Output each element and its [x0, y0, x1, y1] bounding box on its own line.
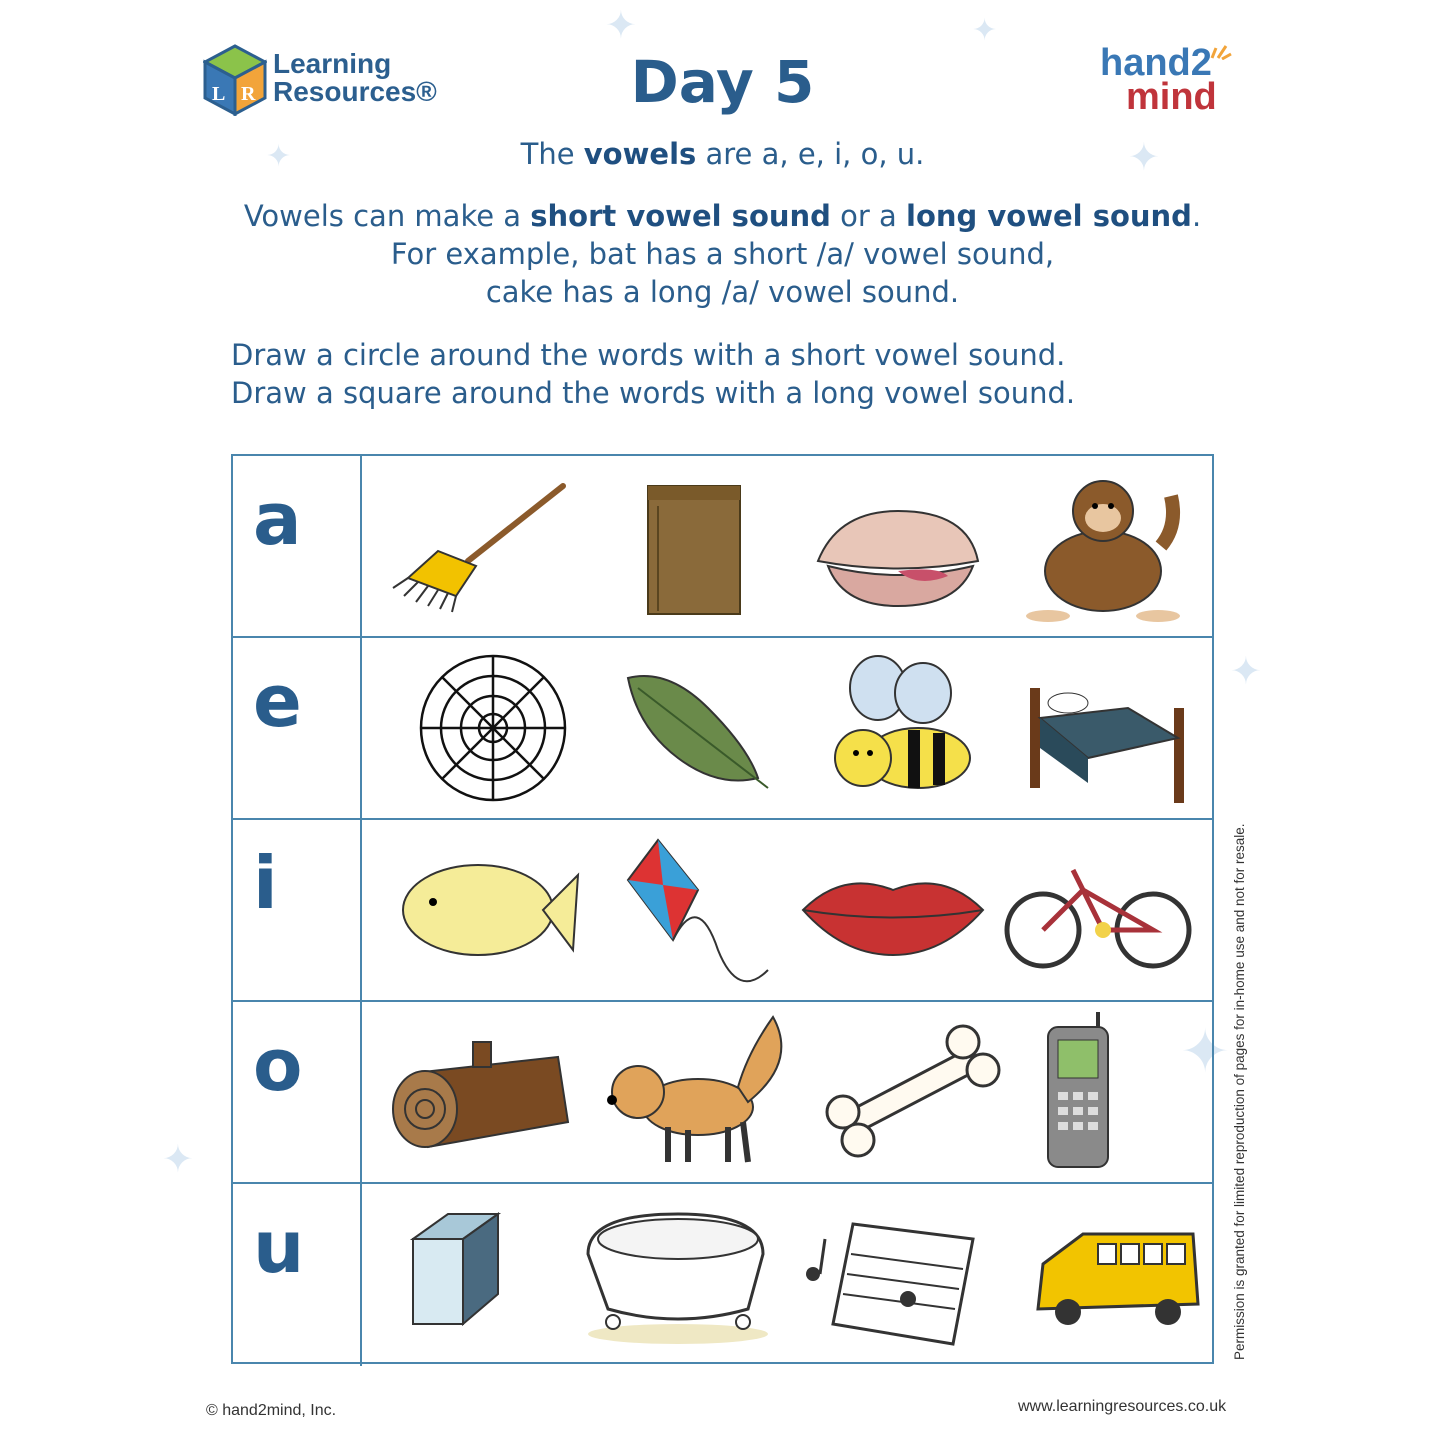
leaf-picture[interactable] [598, 648, 798, 808]
grid-row-a [233, 456, 1212, 638]
instructions [231, 336, 1075, 412]
explanation-line-3: cake has a long /a/ vowel sound. [485, 275, 960, 309]
letter-cell [233, 638, 362, 818]
text-span: are a, e, i, o, u. [696, 137, 925, 171]
row-letter: i [253, 841, 278, 925]
explanation-line-1 [0, 197, 1445, 235]
svg-text:L: L [212, 83, 226, 105]
svg-text:R: R [241, 83, 256, 105]
star-icon: ✦ [1180, 1017, 1231, 1087]
kite-picture[interactable] [598, 830, 798, 990]
bold-span: long vowel sound [906, 199, 1192, 233]
tub-picture[interactable] [578, 1194, 778, 1354]
website-link[interactable]: www.learningresources.co.uk [1018, 1398, 1227, 1415]
row-letter: a [253, 477, 302, 561]
explanation-line-2: For example, bat has a short /a/ vowel sound, [390, 237, 1055, 271]
star-icon: ✦ [266, 139, 292, 174]
logo-text-mind: mind [1126, 76, 1217, 118]
paper-bag-picture[interactable] [588, 466, 788, 626]
star-icon: ✦ [1128, 135, 1160, 179]
phone-picture[interactable] [1003, 1012, 1203, 1172]
row-letter: u [253, 1205, 305, 1289]
bold-span: short vowel sound [530, 199, 831, 233]
text-span: . [1191, 199, 1202, 233]
text-span: The [520, 137, 584, 171]
logo-text-line1: Learning [273, 48, 392, 79]
bike-picture[interactable] [1003, 830, 1203, 990]
bone-picture[interactable] [813, 1012, 1013, 1172]
hand2mind-logo [1100, 44, 1240, 120]
bed-picture[interactable] [1008, 648, 1208, 808]
logo-text-hand2: hand2 [1100, 42, 1212, 84]
logo-text-line2: Resources® [273, 76, 437, 107]
letter-cell [233, 456, 362, 636]
grid-row-u [233, 1184, 1212, 1366]
instruction-line-2: Draw a square around the words with a long vowel sound. [231, 376, 1076, 410]
star-icon: ✦ [162, 1137, 194, 1181]
row-letter: o [253, 1023, 303, 1107]
row-letter: e [253, 659, 302, 743]
music-picture[interactable] [803, 1194, 1003, 1354]
sun-rays-icon [1210, 42, 1232, 60]
log-picture[interactable] [383, 1012, 583, 1172]
fish-picture[interactable] [393, 830, 593, 990]
vowels-statement [0, 135, 1445, 173]
letter-cell [233, 820, 362, 1000]
bee-picture[interactable] [808, 648, 1008, 808]
text-span: Vowels can make a [243, 199, 531, 233]
instruction-line-1: Draw a circle around the words with a short vowel sound. [231, 338, 1066, 372]
grid-row-o [233, 1002, 1212, 1184]
bus-picture[interactable] [1023, 1194, 1223, 1354]
lips-picture[interactable] [793, 830, 993, 990]
permission-note: Permission is granted for limited reproduction of pages for in-home use and not for resale. [1232, 823, 1247, 1360]
page-title: Day 5 [630, 48, 815, 116]
cube-picture[interactable] [393, 1194, 593, 1354]
fox-picture[interactable] [598, 1012, 798, 1172]
spider-web-picture[interactable] [393, 648, 593, 808]
vowel-explanation [0, 197, 1445, 311]
letter-cell [233, 1002, 362, 1182]
clam-picture[interactable] [798, 466, 998, 626]
star-icon: ✦ [1230, 649, 1262, 693]
grid-row-i [233, 820, 1212, 1002]
grid-row-e [233, 638, 1212, 820]
star-icon: ✦ [605, 3, 637, 47]
ape-picture[interactable] [1003, 466, 1203, 626]
star-icon: ✦ [972, 13, 998, 48]
letter-cell [233, 1184, 362, 1366]
copyright-text: © hand2mind, Inc. [206, 1402, 337, 1419]
rake-picture[interactable] [378, 466, 578, 626]
bold-span: vowels [583, 137, 697, 171]
vowel-grid [231, 454, 1214, 1364]
text-span: or a [830, 199, 907, 233]
